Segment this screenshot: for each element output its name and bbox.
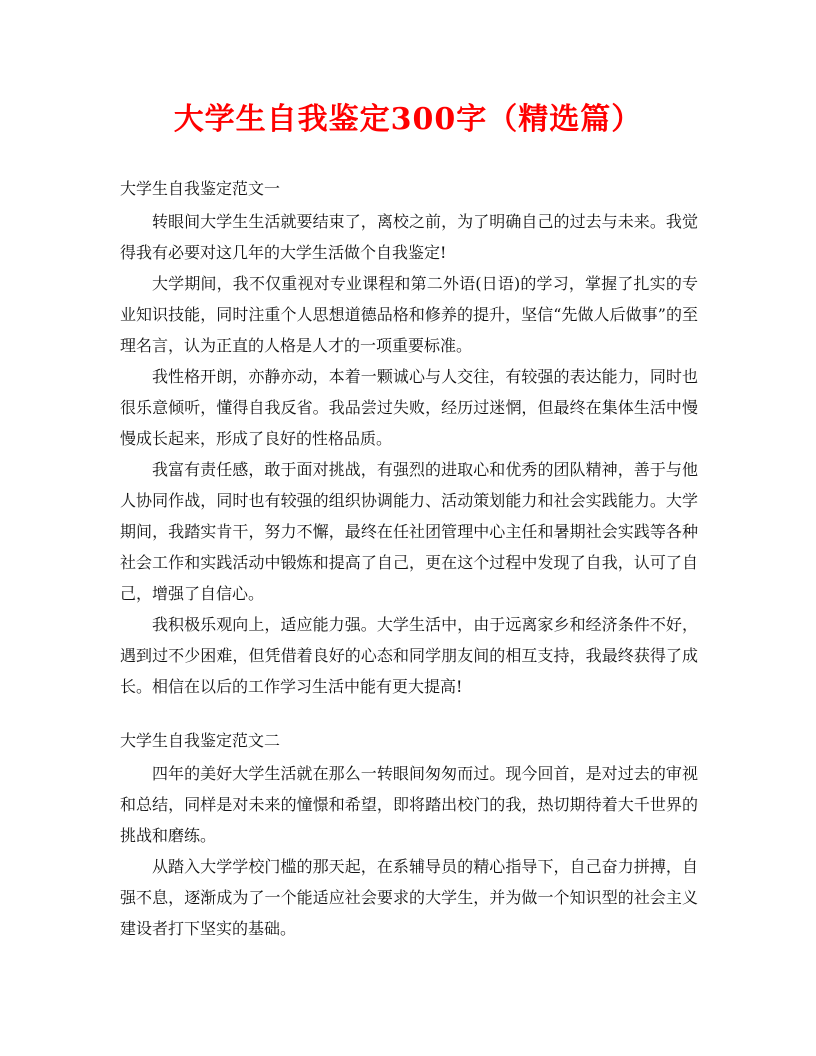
paragraph: 转眼间大学生生活就要结束了，离校之前，为了明确自己的过去与未来。我觉得我有必要对这几年的大学生活做个自我鉴定! xyxy=(120,212,698,262)
paragraph: 我积极乐观向上，适应能力强。大学生活中，由于远离家乡和经济条件不好，遇到过不少困难，但凭借着良好的心态和同学朋友间的相互支持，我最终获得了成长。相信在以后的工作学习生活中能有更大提高! xyxy=(120,615,698,696)
section-heading: 大学生自我鉴定范文一 xyxy=(120,179,281,198)
paragraph: 我富有责任感，敢于面对挑战，有强烈的进取心和优秀的团队精神，善于与他人协同作战，同时也有较强的组织协调能力、活动策划能力和社会实践能力。大学期间，我踏实肯干，努力不懈，最终在任社团管理中心主任和暑期社会实践等各种社会工作和实践活动中锻炼和提高了自己，更在这个过程中发现了自我，认可了自己，增强了自信心。 xyxy=(120,460,698,603)
essay-section-1 xyxy=(120,176,698,702)
paragraph: 我性格开朗，亦静亦动，本着一颗诚心与人交往，有较强的表达能力，同时也很乐意倾听，懂得自我反省。我品尝过失败，经历过迷惘，但最终在集体生活中慢慢成长起来，形成了良好的性格品质。 xyxy=(120,367,698,448)
essay-section-2 xyxy=(120,728,698,944)
document-body xyxy=(120,176,698,944)
document-title: 大学生自我鉴定300字（精选篇） xyxy=(173,102,643,137)
section-heading: 大学生自我鉴定范文二 xyxy=(120,731,281,750)
paragraph: 四年的美好大学生活就在那么一转眼间匆匆而过。现今回首，是对过去的审视和总结，同样是对未来的憧憬和希望，即将踏出校门的我，热切期待着大千世界的挑战和磨练。 xyxy=(120,764,698,845)
paragraph: 大学期间，我不仅重视对专业课程和第二外语(日语)的学习，掌握了扎实的专业知识技能，同时注重个人思想道德品格和修养的提升，坚信“先做人后做事”的至理名言，认为正直的人格是人才的一项重要标准。 xyxy=(120,274,698,355)
paragraph: 从踏入大学学校门槛的那天起，在系辅导员的精心指导下，自己奋力拼搏，自强不息，逐渐成为了一个能适应社会要求的大学生，并为做一个知识型的社会主义建设者打下坚实的基础。 xyxy=(120,857,698,938)
